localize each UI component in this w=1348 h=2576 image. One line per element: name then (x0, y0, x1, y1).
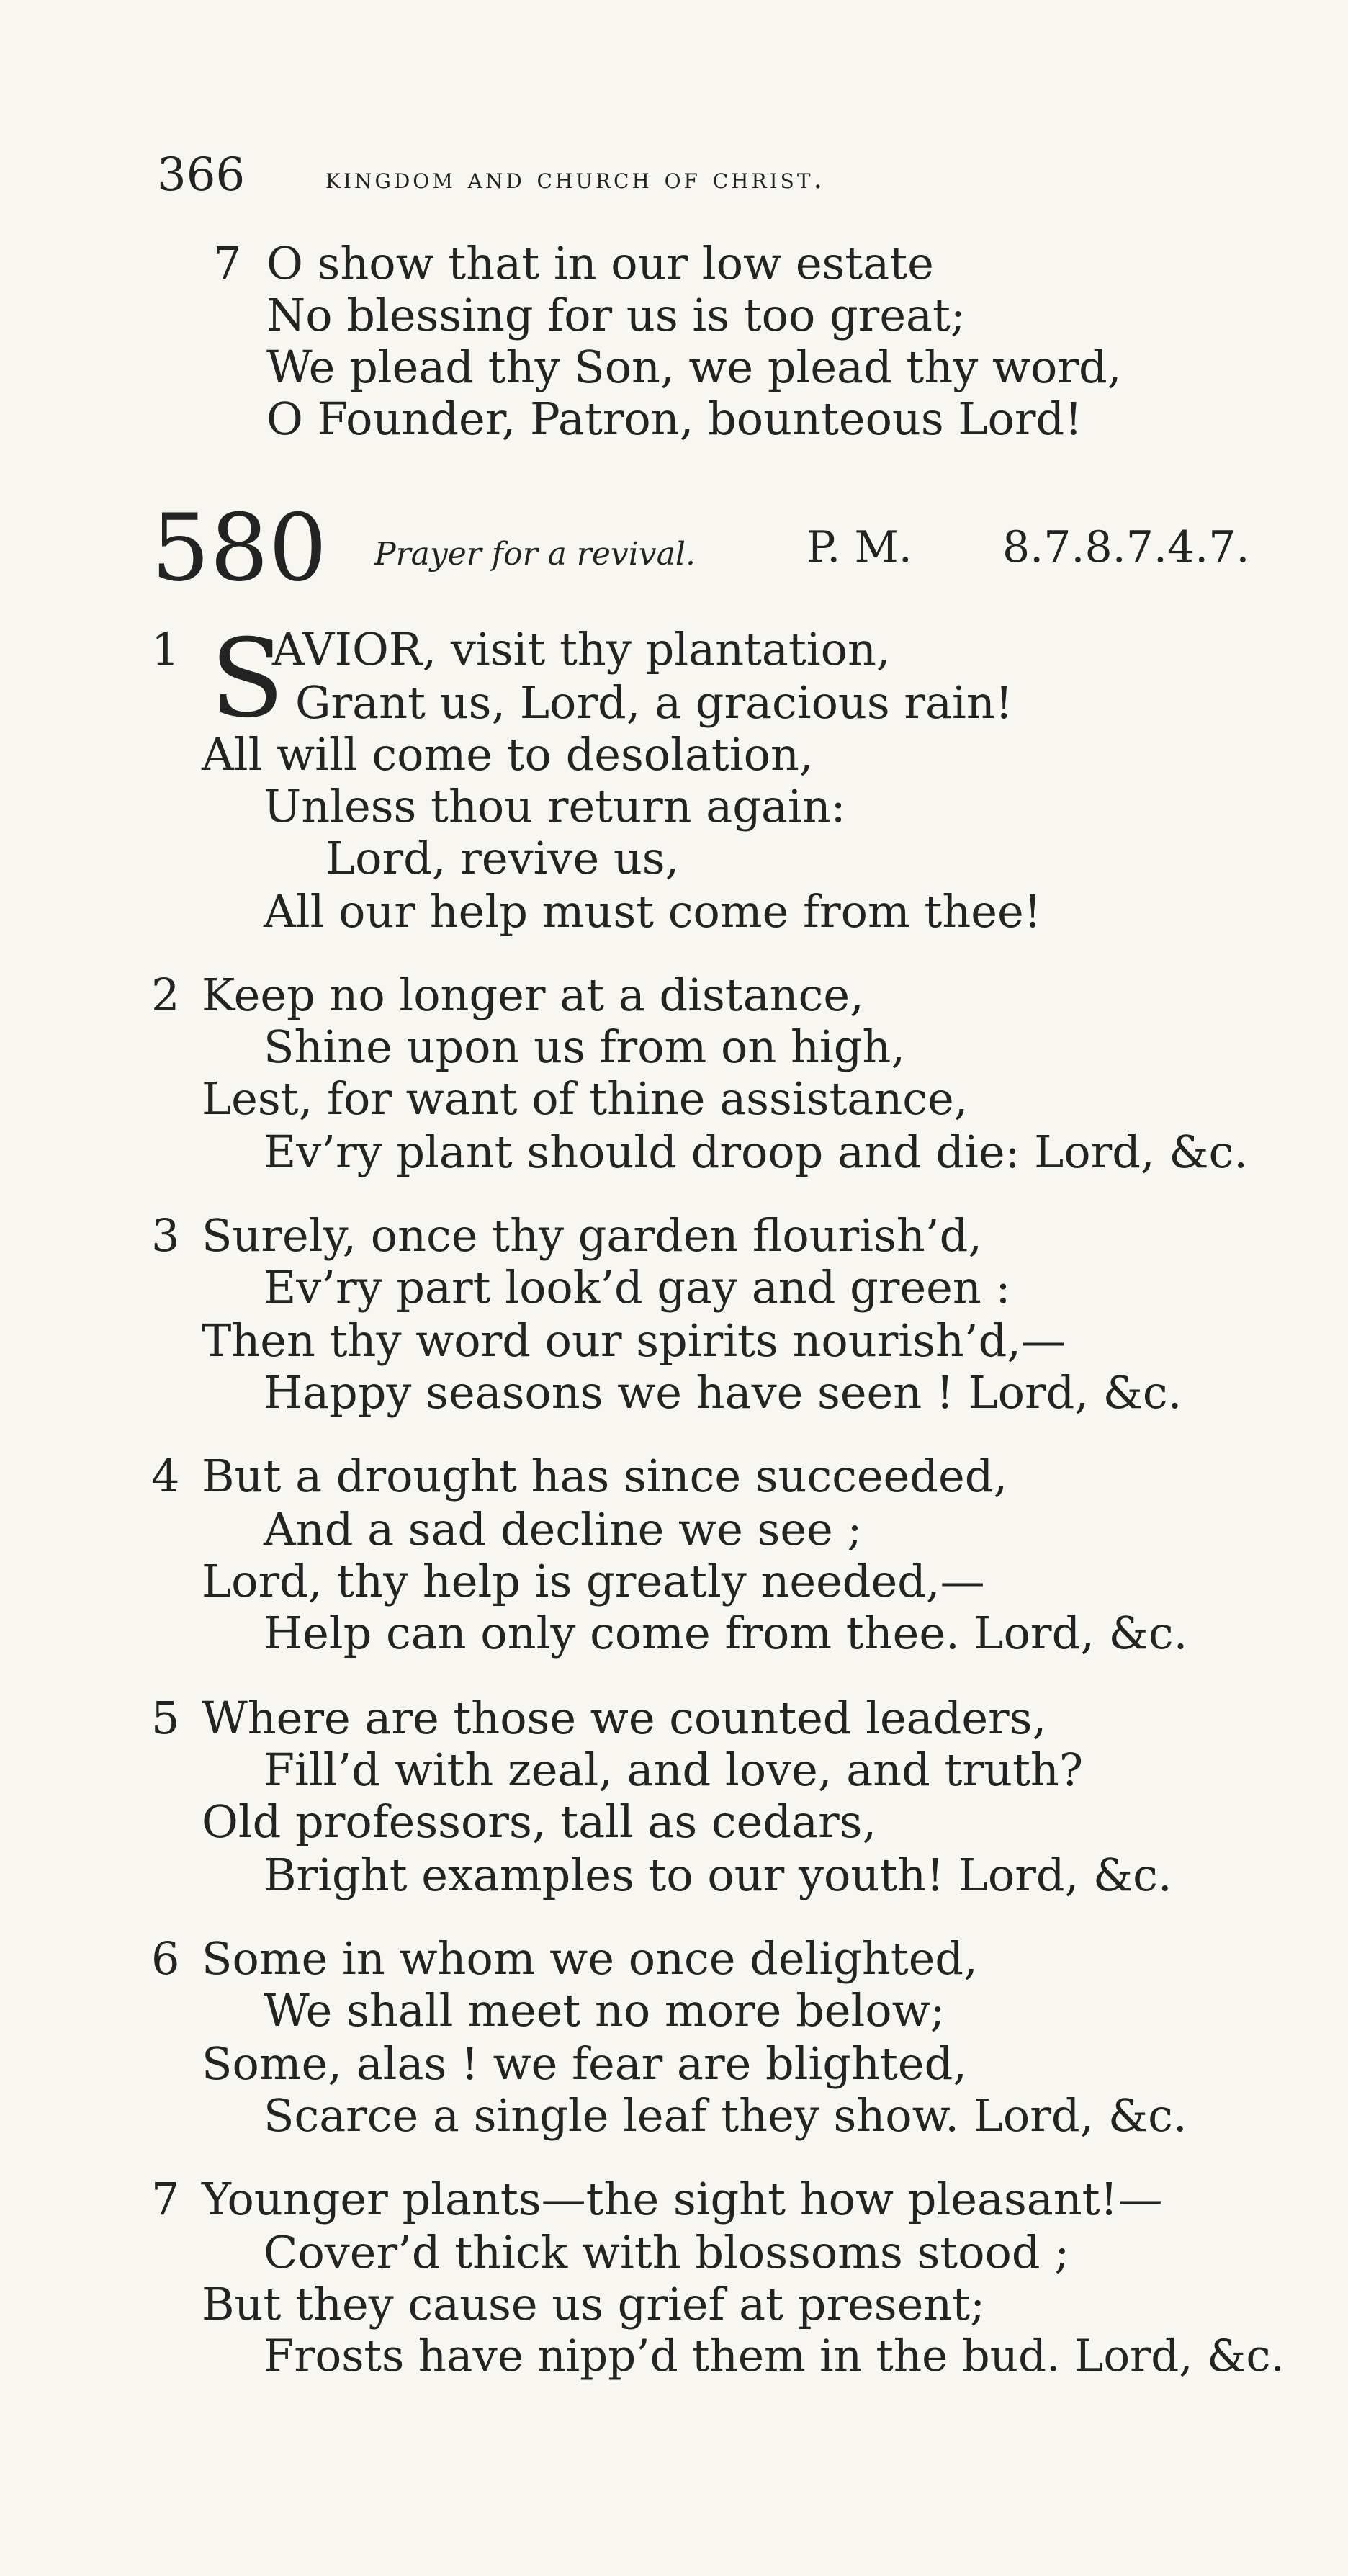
stanza-number: 2 (151, 969, 180, 1021)
verse-line: But they cause us grief at present; (202, 2278, 986, 2330)
verse-line: Some, alas ! we fear are blighted, (202, 2037, 967, 2090)
verse-line: Ev’ry plant should droop and die: Lord, &c. (264, 1126, 1248, 1178)
verse-line: AVIOR, visit thy plantation, (272, 623, 891, 676)
verse-line: Fill’d with zeal, and love, and truth? (264, 1743, 1084, 1796)
verse-line: Frosts have nipp’d them in the bud. Lord, &c. (264, 2330, 1285, 2382)
meter-label: P. M. (806, 522, 912, 573)
hymn-number: 580 (151, 495, 328, 602)
verse-line: O Founder, Patron, bounteous Lord! (266, 392, 1083, 445)
verse-line: Scarce a single leaf they show. Lord, &c. (264, 2089, 1187, 2142)
verse-line: We shall meet no more below; (264, 1984, 945, 2037)
verse-line: And a sad decline we see ; (264, 1503, 863, 1556)
verse-line: All our help must come from thee! (264, 885, 1042, 938)
hymn-occasion: Prayer for a revival. (374, 536, 696, 573)
verse-line: Shine upon us from on high, (264, 1020, 906, 1073)
verse-line: Help can only come from thee. Lord, &c. (264, 1607, 1188, 1659)
hymn-meter: 8.7.8.7.4.7. (1002, 522, 1250, 573)
page-number: 366 (157, 148, 246, 202)
verse-line: Keep no longer at a distance, (202, 969, 864, 1021)
verse-line: No blessing for us is too great; (266, 289, 966, 341)
drop-cap: S (210, 616, 284, 742)
verse-line: Bright examples to our youth! Lord, &c. (264, 1849, 1172, 1901)
verse-line: We plead thy Son, we plead thy word, (266, 341, 1122, 393)
verse-line: Where are those we counted leaders, (202, 1692, 1047, 1744)
verse-line: But a drought has since succeeded, (202, 1450, 1008, 1502)
verse-line: Surely, once thy garden flourish’d, (202, 1209, 982, 1262)
verse-line: O show that in our low estate (266, 237, 934, 290)
verse-line: Lord, revive us, (325, 832, 680, 884)
running-head (0, 150, 1348, 200)
verse-line: Then thy word our spirits nourish’d,— (202, 1314, 1066, 1367)
stanza-number: 7 (151, 2173, 180, 2225)
verse-line: Happy seasons we have seen ! Lord, &c. (264, 1366, 1182, 1419)
verse-line: Unless thou return again: (264, 780, 846, 833)
verse-line: Cover’d thick with blossoms stood ; (264, 2226, 1070, 2279)
verse-line: Lord, thy help is greatly needed,— (202, 1555, 985, 1607)
stanza-number: 4 (151, 1450, 180, 1502)
verse-line: Younger plants—the sight how pleasant!— (202, 2173, 1163, 2225)
verse-line: Old professors, tall as cedars, (202, 1795, 877, 1848)
verse-line: Grant us, Lord, a gracious rain! (295, 676, 1013, 729)
stanza-number: 1 (151, 623, 180, 676)
stanza-number: 7 (213, 237, 242, 290)
verse-line: Some in whom we once delighted, (202, 1932, 978, 1985)
stanza-number: 6 (151, 1932, 180, 1985)
stanza-number: 5 (151, 1692, 180, 1744)
verse-line: Ev’ry part look’d gay and green : (264, 1261, 1011, 1314)
verse-line: All will come to desolation, (202, 728, 814, 781)
verse-line: Lest, for want of thine assistance, (202, 1072, 969, 1125)
running-title: kingdom and church of christ. (325, 162, 826, 195)
stanza-number: 3 (151, 1209, 180, 1262)
